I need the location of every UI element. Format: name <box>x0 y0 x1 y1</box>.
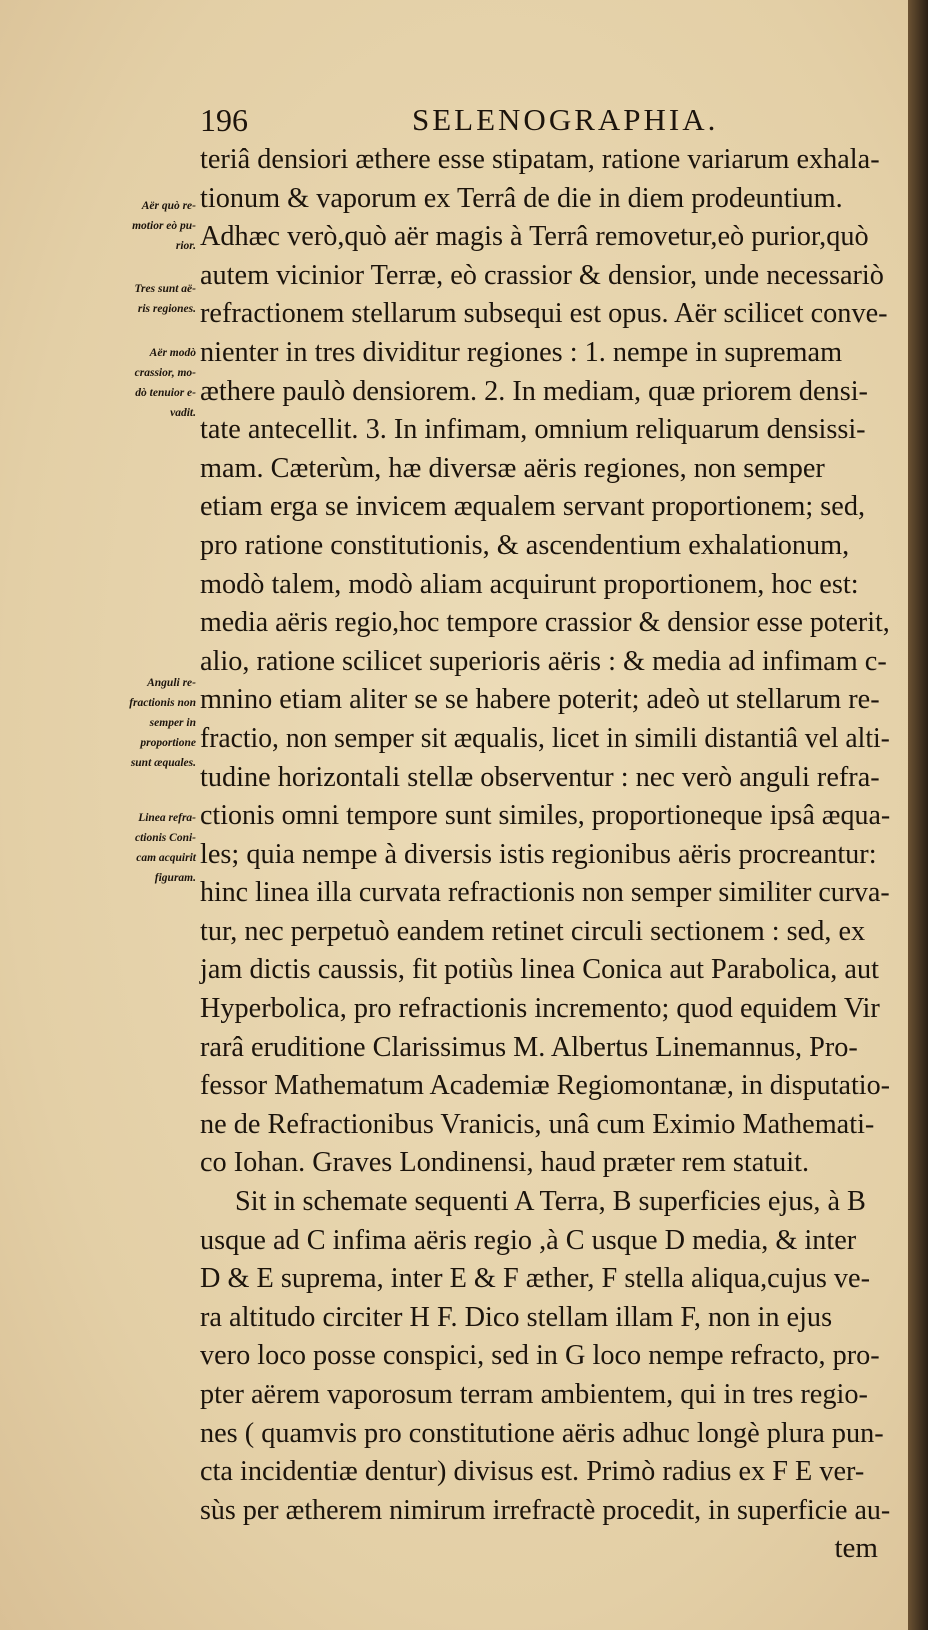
marginal-note-line: rior. <box>175 240 196 252</box>
marginal-note-refraction-angles <box>110 673 196 773</box>
marginal-note-line: dò tenuior e- <box>135 387 196 399</box>
text-line: nes ( quamvis pro constitutione aëris adhuc longè plura pun- <box>200 1416 884 1449</box>
running-title: SELENOGRAPHIA. <box>412 102 719 137</box>
marginal-note-air-purity <box>110 196 196 256</box>
text-line: vero loco posse conspici, sed in G loco nempe refracto, pro- <box>200 1339 880 1372</box>
marginal-note-air-density <box>110 343 196 423</box>
marginal-note-line: fractionis non <box>129 697 196 709</box>
text-line: etiam erga se invicem æqualem servant proportionem; sed, <box>200 490 866 523</box>
text-line: tate antecellit. 3. In infimam, omnium reliquarum densissi- <box>200 413 866 446</box>
text-line: tionum & vaporum ex Terrâ de die in diem prodeuntium. <box>200 181 843 214</box>
page-edge <box>908 0 928 1630</box>
marginal-note-line: sunt æquales. <box>130 757 196 769</box>
marginal-note-line: crassior, mo- <box>134 367 196 379</box>
text-line: cta incidentiæ dentur) divisus est. Primò radius ex F E ver- <box>200 1455 865 1488</box>
body-text <box>200 140 908 1568</box>
marginal-note-line: proportione <box>140 737 196 749</box>
marginal-note-three-regions <box>110 279 196 319</box>
text-line: fractio, non semper sit æqualis, licet in simili distantiâ vel alti- <box>200 721 890 754</box>
text-line: refractionem stellarum subsequi est opus. Aër scilicet conve- <box>200 297 888 330</box>
marginal-note-line: semper in <box>149 717 196 729</box>
text-line: autem vicinior Terræ, eò crassior & densior, unde necessariò <box>200 258 884 291</box>
text-line: pro ratione constitutionis, & ascendentium exhalationum, <box>200 528 850 561</box>
paragraph-start-line: Sit in schemate sequenti A Terra, B superficies ejus, à B <box>235 1185 866 1218</box>
text-line: rarâ eruditione Clarissimus M. Albertus Linemannus, Pro- <box>200 1030 858 1063</box>
text-line: sùs per ætherem nimirum irrefractè procedit, in superficie au- <box>200 1493 891 1526</box>
text-line: tudine horizontali stellæ observentur : nec verò anguli refra- <box>200 760 880 793</box>
text-line: alio, ratione scilicet superioris aëris : & media ad infimam c- <box>200 644 887 677</box>
marginal-note-line: vadit. <box>170 407 196 419</box>
marginal-note-line: Tres sunt aë- <box>134 283 196 295</box>
text-line: mnino etiam aliter se se habere poterit; adeò ut stellarum re- <box>200 683 880 716</box>
text-line: fessor Mathematum Academiæ Regiomontanæ, in disputatio- <box>200 1069 891 1102</box>
marginal-note-line: Aër quò re- <box>141 200 196 212</box>
text-line: hinc linea illa curvata refractionis non semper similiter curva- <box>200 876 890 909</box>
marginal-note-line: motior eò pu- <box>132 220 196 232</box>
text-line: ctionis omni tempore sunt similes, proportioneque ipsâ æqua- <box>200 799 891 832</box>
text-line: modò talem, modò aliam acquirunt proportionem, hoc est: <box>200 567 859 600</box>
text-line: teriâ densiori æthere esse stipatam, ratione variarum exhala- <box>200 143 880 175</box>
text-line: pter aërem vaporosum terram ambientem, qui in tres regio- <box>200 1378 868 1410</box>
marginal-note-line: figuram. <box>154 872 196 884</box>
text-line: jam dictis caussis, fit potiùs linea Conica aut Parabolica, aut <box>200 953 879 986</box>
text-line: Adhæc verò,quò aër magis à Terrâ removetur,eò purior,quò <box>200 220 869 253</box>
page-number: 196 <box>200 102 248 138</box>
text-line: D & E suprema, inter E & F æther, F stella aliqua,cujus ve- <box>200 1262 870 1295</box>
text-line: mam. Cæterùm, hæ diversæ aëris regiones, non semper <box>200 451 825 484</box>
text-line: co Iohan. Graves Londinensi, haud præter rem statuit. <box>200 1146 810 1179</box>
text-line: ra altitudo circiter H F. Dico stellam illam F, non in ejus <box>200 1300 833 1333</box>
page-header <box>200 102 720 142</box>
text-line: ne de Refractionibus Vranicis, unâ cum Eximio Mathemati- <box>200 1107 875 1140</box>
text-line: æthere paulò densiorem. 2. In mediam, quæ priorem densi- <box>200 374 868 407</box>
marginal-note-line: Linea refra- <box>138 812 196 824</box>
marginal-note-line: Anguli re- <box>147 677 196 689</box>
marginal-note-line: Aër modò <box>149 347 196 359</box>
marginal-note-conic-line <box>110 808 196 888</box>
text-line: tur, nec perpetuò eandem retinet circuli sectionem : sed, ex <box>200 914 866 947</box>
text-line: Hyperbolica, pro refractionis incremento; quod equidem Vir <box>200 992 880 1025</box>
marginal-note-line: cam acquirit <box>136 852 196 864</box>
marginal-note-line: ctionis Coni- <box>134 832 196 844</box>
text-line: usque ad C infima aëris regio ,à C usque D media, & inter <box>200 1223 857 1256</box>
text-line: les; quia nempe à diversis istis regionibus aëris procreantur: <box>200 837 877 870</box>
marginal-note-line: ris regiones. <box>137 303 196 315</box>
catchword: tem <box>834 1532 878 1565</box>
text-line: nienter in tres dividitur regiones : 1. nempe in supremam <box>200 335 843 368</box>
text-line: media aëris regio,hoc tempore crassior & densior esse poterit, <box>200 606 890 639</box>
